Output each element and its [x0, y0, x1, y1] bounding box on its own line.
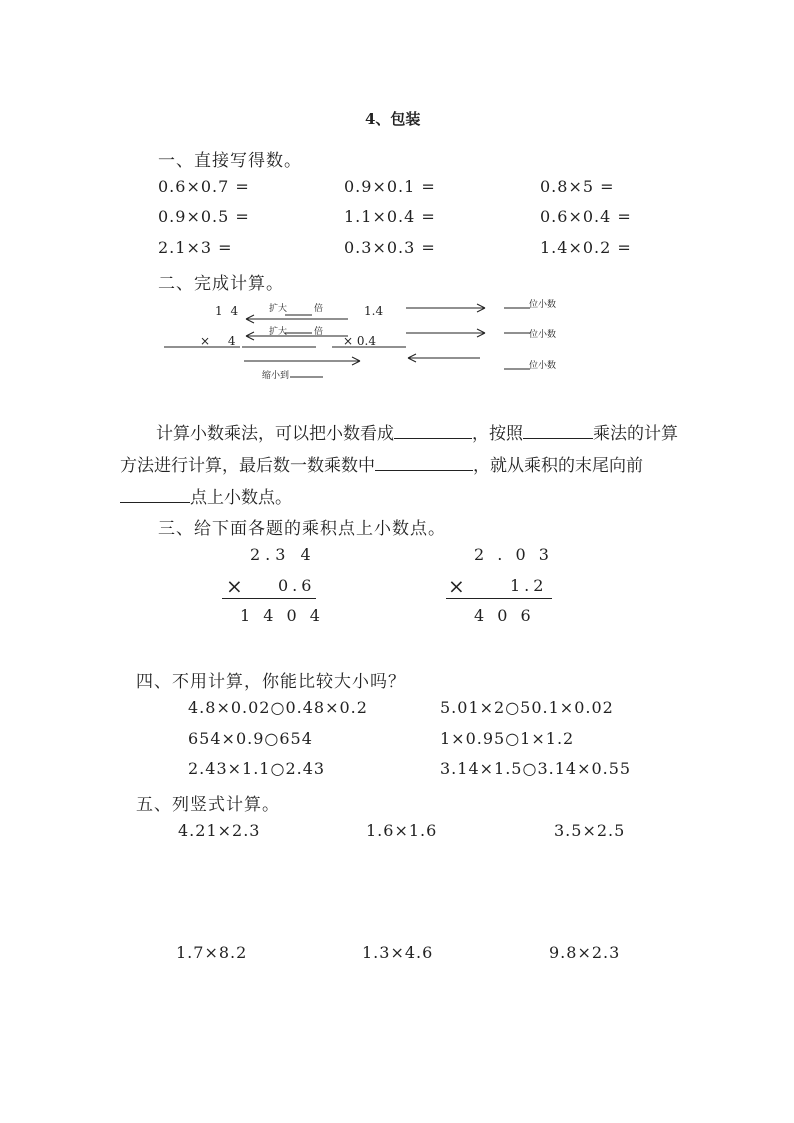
answer-blank[interactable] [523, 420, 593, 439]
s1-item: 2.1×3 = [158, 238, 233, 257]
s3b-multiply: × [448, 574, 465, 598]
s3a-top: 2.3 4 [250, 545, 316, 564]
s3a-result: 1 4 0 4 [240, 606, 324, 625]
enlarge-label-2: 扩大 [269, 327, 288, 337]
section-1-heading: 一、直接写得数。 [158, 151, 302, 171]
para-part-2: ，按照 [472, 424, 523, 444]
s1-item: 0.6×0.7 = [158, 177, 250, 196]
s4-item: 4.8×0.02○0.48×0.2 [188, 698, 368, 717]
answer-blank[interactable] [120, 484, 190, 503]
s5-item: 1.3×4.6 [362, 943, 434, 962]
section-4-heading: 四、不用计算，你能比较大小吗？ [136, 672, 406, 692]
answer-blank[interactable] [375, 452, 473, 471]
s4-item: 2.43×1.1○2.43 [188, 759, 326, 778]
section-2-heading: 二、完成计算。 [158, 274, 284, 294]
s5-item: 1.6×1.6 [366, 821, 438, 840]
para-part-5: 点上小数点。 [190, 488, 292, 508]
s5-item: 4.21×2.3 [178, 821, 261, 840]
para-part-1: 计算小数乘法，可以把小数看成 [156, 424, 394, 444]
s3b-result: 4 0 6 [474, 606, 535, 625]
place-label-1: 位小数 [529, 300, 557, 310]
s3a-factor: 0.6 [278, 576, 316, 595]
s4-item: 654×0.9○654 [188, 729, 313, 748]
rule-paragraph [120, 418, 680, 514]
diagram-right-top: 1.4 [364, 304, 384, 318]
para-part-3: 乘法的计算方法进行计算，最后数一数乘数中 [120, 424, 678, 476]
s1-item: 0.9×0.1 = [344, 177, 436, 196]
enlarge-label-1: 扩大 [269, 304, 288, 314]
section-5-heading: 五、列竖式计算。 [136, 795, 280, 815]
s1-item: 0.9×0.5 = [158, 207, 250, 226]
answer-blank[interactable] [394, 420, 472, 439]
diagram-right-mid: × 0.4 [343, 334, 376, 348]
place-label-3: 位小数 [529, 361, 557, 371]
diagram-left-top: 1 4 [215, 304, 241, 318]
para-part-4: ，就从乘积的末尾向前 [473, 456, 643, 476]
s1-item: 0.6×0.4 = [540, 207, 632, 226]
diagram-left-mid: × 4 [200, 334, 236, 348]
shrink-label: 缩小到 [262, 371, 290, 381]
s3b-line [446, 598, 552, 599]
s1-item: 0.8×5 = [540, 177, 615, 196]
s1-item: 0.3×0.3 = [344, 238, 436, 257]
s3a-line [222, 598, 316, 599]
times-label-2: 倍 [314, 327, 324, 337]
s4-item: 3.14×1.5○3.14×0.55 [440, 759, 632, 778]
place-label-2: 位小数 [529, 330, 557, 340]
s1-item: 1.1×0.4 = [344, 207, 436, 226]
page-title: 4、包装 [365, 110, 421, 128]
s4-item: 1×0.95○1×1.2 [440, 729, 575, 748]
times-label-1: 倍 [314, 304, 324, 314]
s4-item: 5.01×2○50.1×0.02 [440, 698, 614, 717]
s3b-factor: 1.2 [510, 576, 548, 595]
section-3-heading: 三、给下面各题的乘积点上小数点。 [158, 519, 446, 539]
s5-item: 3.5×2.5 [554, 821, 626, 840]
s3b-top: 2 . 0 3 [474, 545, 553, 564]
s5-item: 9.8×2.3 [549, 943, 621, 962]
s1-item: 1.4×0.2 = [540, 238, 632, 257]
s3a-multiply: × [226, 574, 243, 598]
s5-item: 1.7×8.2 [176, 943, 248, 962]
